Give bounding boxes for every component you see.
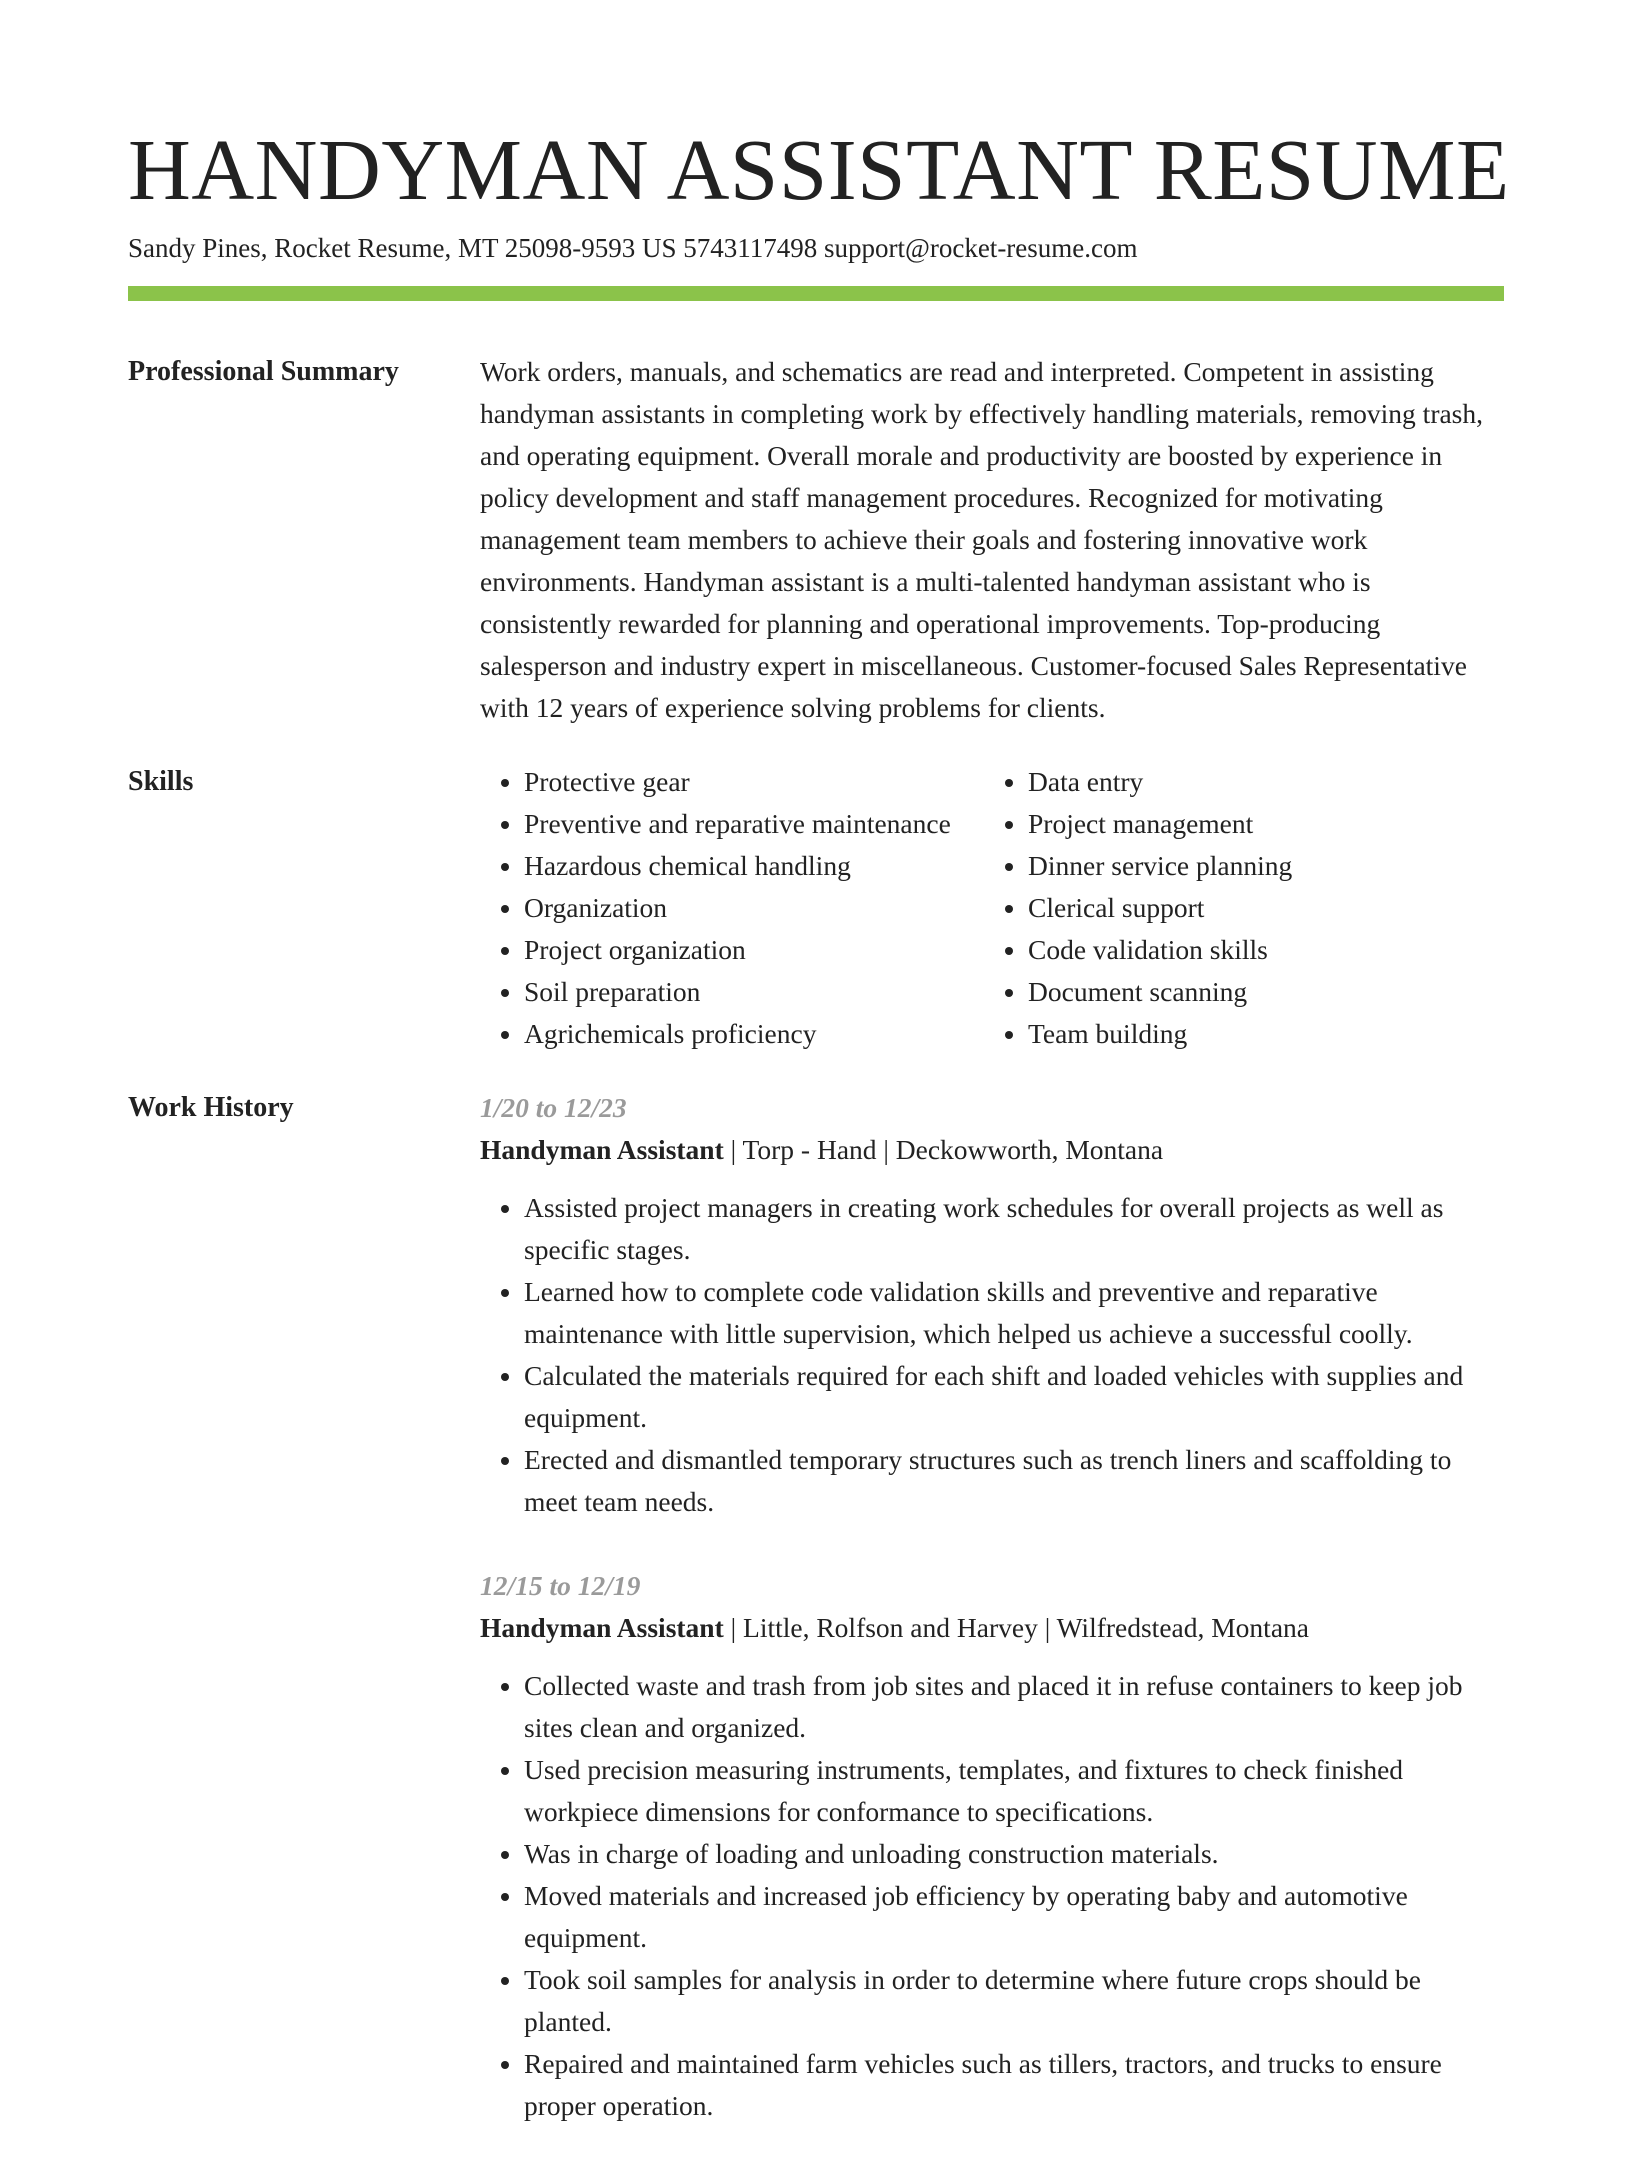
skill-item: • Team building [1028,1013,1488,1055]
job-entry [480,1565,1504,2127]
skills-body [480,761,1504,1055]
skills-heading: Skills [128,766,194,797]
skill-item: • Preventive and reparative maintenance [524,803,984,845]
job-duties-list [480,1187,1504,1523]
skill-item: • Document scanning [1028,971,1488,1013]
professional-summary-body [480,351,1504,729]
job-duty-item: • Used precision measuring instruments, templates, and fixtures to check finished workpiece dimensions for conformance to specifications. [524,1749,1504,1833]
job-dates: 12/15 to 12/19 [480,1570,641,1601]
work-history-heading: Work History [128,1092,294,1123]
job-title: Handyman Assistant [480,1134,724,1165]
job-duty-item: • Was in charge of loading and unloading construction materials. [524,1833,1504,1875]
job-duties-list [480,1665,1504,2127]
professional-summary-text: Work orders, manuals, and schematics are read and interpreted. Competent in assisting handyman assistants in completing work by effectively handling materials, removing trash, and operating equipment. Overall morale and productivity are boosted by experience in policy development and staff management procedures. Recognized for motivating management team members to achieve their goals and fostering innovative work environments. Handyman assistant is a multi-talented handyman assistant who is consistently rewarded for planning and operational improvements. Top-producing salesperson and industry expert in miscellaneous. Customer-focused Sales Representative with 12 years of experience solving problems for clients. [480,356,1484,723]
job-duty-item: • Erected and dismantled temporary structures such as trench liners and scaffolding to meet team needs. [524,1439,1504,1523]
skill-item: • Project management [1028,803,1488,845]
skill-item: • Code validation skills [1028,929,1488,971]
job-title: Handyman Assistant [480,1612,724,1643]
work-history-body [480,1087,1504,2169]
job-duty-item: • Assisted project managers in creating work schedules for overall projects as well as specific stages. [524,1187,1504,1271]
job-employer-location: | Little, Rolfson and Harvey | Wilfredstead, Montana [723,1612,1309,1643]
job-duty-item: • Learned how to complete code validation skills and preventive and reparative maintenance with little supervision, which helped us achieve a successful coolly. [524,1271,1504,1355]
skills-list-left [480,761,984,1055]
skill-item: • Soil preparation [524,971,984,1013]
accent-divider [128,286,1504,301]
skill-item: • Protective gear [524,761,984,803]
job-duty-item: • Collected waste and trash from job sites and placed it in refuse containers to keep job sites clean and organized. [524,1665,1504,1749]
skills-list-right [984,761,1488,1055]
skill-item: • Agrichemicals proficiency [524,1013,984,1055]
job-heading [480,1607,1504,1649]
professional-summary-heading: Professional Summary [128,356,399,387]
skill-item: • Organization [524,887,984,929]
job-employer-location: | Torp - Hand | Deckowworth, Montana [723,1134,1164,1165]
job-duty-item: • Calculated the materials required for each shift and loaded vehicles with supplies and equipment. [524,1355,1504,1439]
job-dates: 1/20 to 12/23 [480,1092,627,1123]
resume-title: HANDYMAN ASSISTANT RESUME [128,121,1510,218]
job-entry [480,1087,1504,1523]
skill-item: • Clerical support [1028,887,1488,929]
job-duty-item: • Took soil samples for analysis in order to determine where future crops should be planted. [524,1959,1504,2043]
job-duty-item: • Repaired and maintained farm vehicles such as tillers, tractors, and trucks to ensure proper operation. [524,2043,1504,2127]
skill-item: • Hazardous chemical handling [524,845,984,887]
job-heading [480,1129,1504,1171]
job-duty-item: • Moved materials and increased job efficiency by operating baby and automotive equipment. [524,1875,1504,1959]
skill-item: • Project organization [524,929,984,971]
skill-item: • Dinner service planning [1028,845,1488,887]
contact-line: Sandy Pines, Rocket Resume, MT 25098-9593 US 5743117498 support@rocket-resume.com [128,233,1138,263]
skill-item: • Data entry [1028,761,1488,803]
